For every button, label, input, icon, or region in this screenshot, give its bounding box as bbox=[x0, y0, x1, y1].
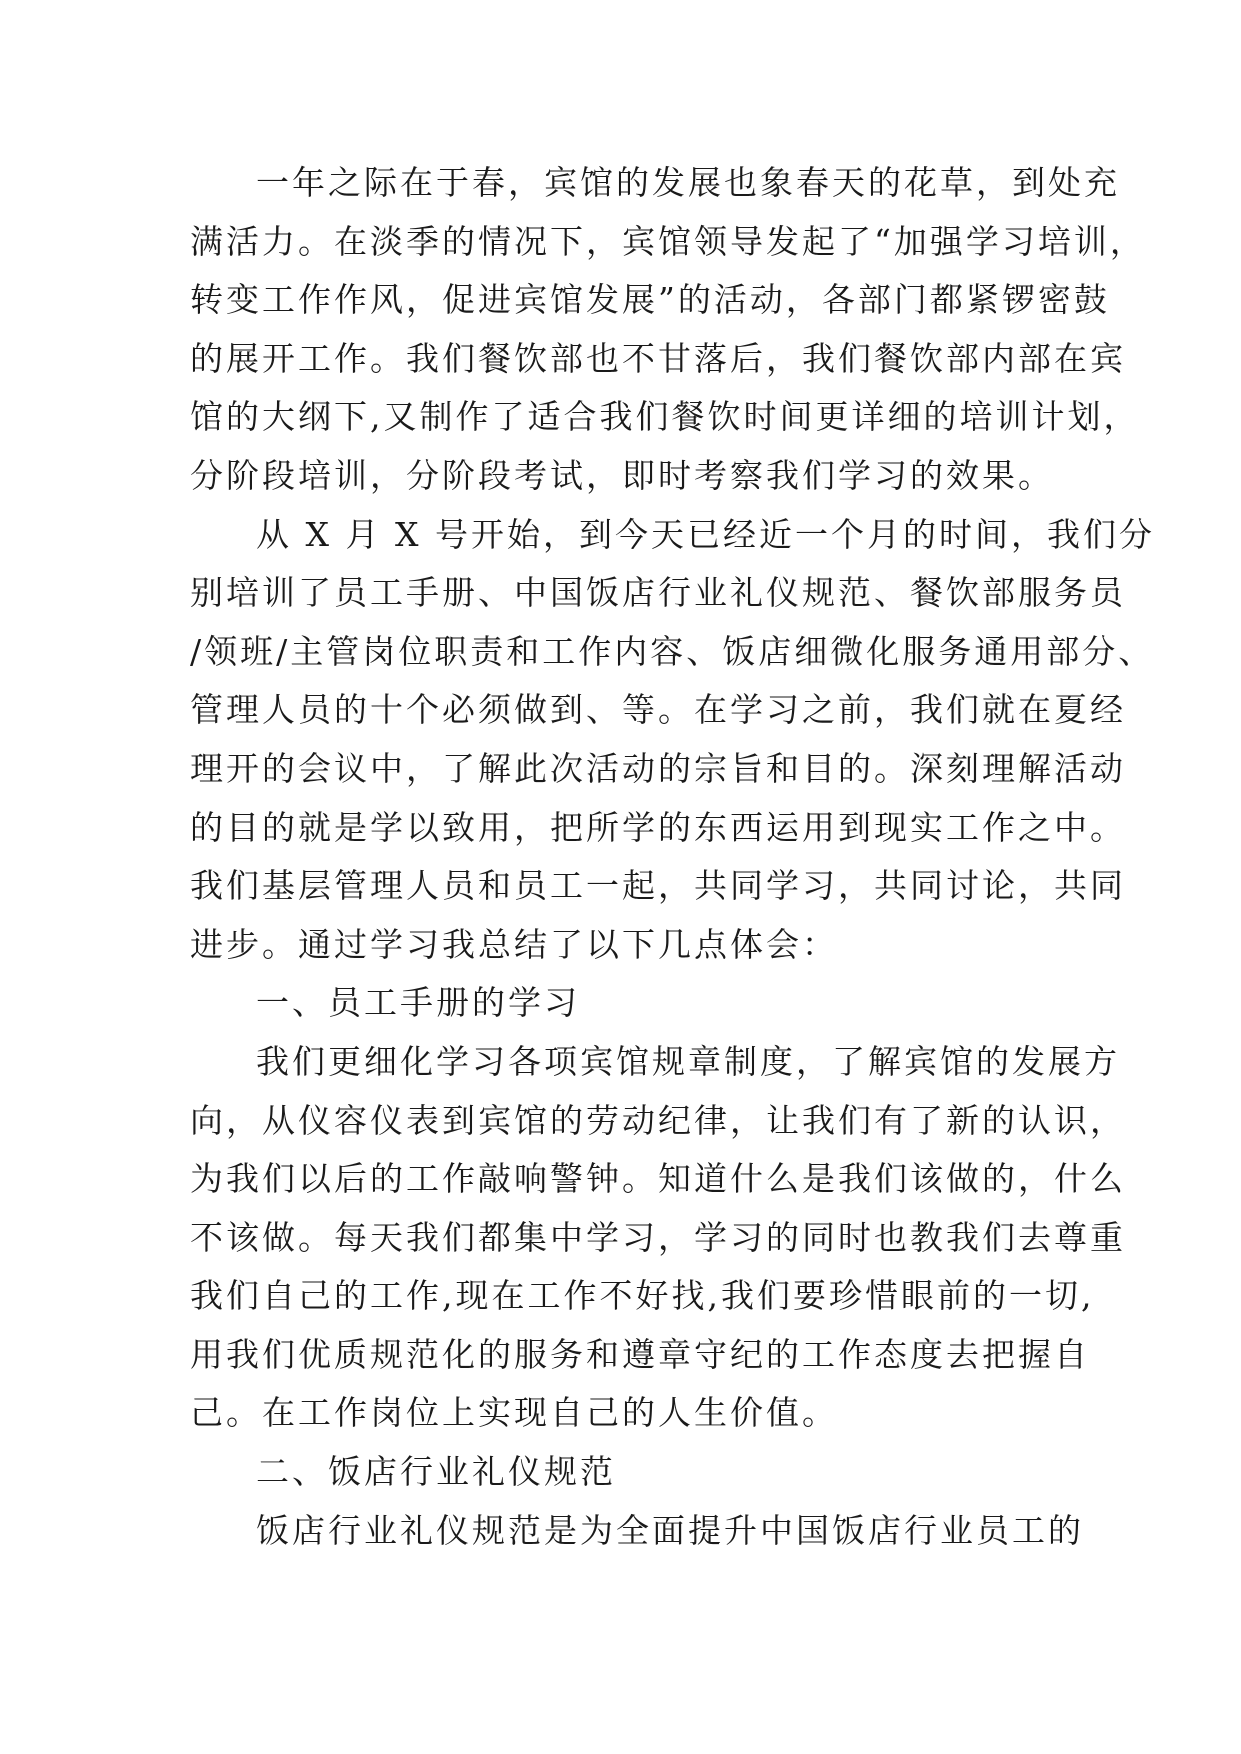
paragraph-1-line-2: 满活力。在淡季的情况下，宾馆领导发起了“加强学习培训， bbox=[190, 221, 1146, 261]
section-heading-1: 一、员工手册的学习 bbox=[256, 983, 580, 1023]
paragraph-2-line-2: 别培训了员工手册、中国饭店行业礼仪规范、餐饮部服务员 bbox=[190, 573, 1126, 613]
paragraph-3-line-6: 用我们优质规范化的服务和遵章守纪的工作态度去把握自 bbox=[190, 1334, 1090, 1374]
paragraph-3-line-1: 我们更细化学习各项宾馆规章制度，了解宾馆的发展方 bbox=[256, 1041, 1120, 1081]
body-text bbox=[190, 154, 1155, 1560]
paragraph-1-line-4: 的展开工作。我们餐饮部也不甘落后，我们餐饮部内部在宾 bbox=[190, 338, 1126, 378]
paragraph-4-line-1: 饭店行业礼仪规范是为全面提升中国饭店行业员工的 bbox=[256, 1510, 1084, 1550]
paragraph-2-line-7: 我们基层管理人员和员工一起，共同学习，共同讨论，共同 bbox=[190, 866, 1126, 906]
paragraph-3-line-4: 不该做。每天我们都集中学习，学习的同时也教我们去尊重 bbox=[190, 1217, 1126, 1257]
paragraph-1-line-6: 分阶段培训，分阶段考试，即时考察我们学习的效果。 bbox=[190, 455, 1054, 495]
paragraph-1-line-5: 馆的大纲下,又制作了适合我们餐饮时间更详细的培训计划， bbox=[190, 397, 1140, 437]
paragraph-2-line-6: 的目的就是学以致用，把所学的东西运用到现实工作之中。 bbox=[190, 807, 1126, 847]
paragraph-2-line-4: 管理人员的十个必须做到、等。在学习之前，我们就在夏经 bbox=[190, 690, 1126, 730]
paragraph-3-line-5: 我们自己的工作,现在工作不好找,我们要珍惜眼前的一切, bbox=[190, 1276, 1095, 1316]
paragraph-2-line-5: 理开的会议中，了解此次活动的宗旨和目的。深刻理解活动 bbox=[190, 748, 1126, 788]
paragraph-2-line-8: 进步。通过学习我总结了以下几点体会： bbox=[190, 924, 838, 964]
paragraph-2-line-1: 从 X 月 X 号开始，到今天已经近一个月的时间，我们分 bbox=[256, 514, 1155, 554]
paragraph-3-line-3: 为我们以后的工作敲响警钟。知道什么是我们该做的，什么 bbox=[190, 1159, 1126, 1199]
paragraph-2-line-3: /领班/主管岗位职责和工作内容、饭店细微化服务通用部分、 bbox=[190, 631, 1155, 671]
paragraph-1-line-1: 一年之际在于春，宾馆的发展也象春天的花草，到处充 bbox=[256, 163, 1120, 202]
paragraph-3-line-7: 己。在工作岗位上实现自己的人生价值。 bbox=[190, 1393, 838, 1433]
paragraph-3-line-2: 向，从仪容仪表到宾馆的劳动纪律，让我们有了新的认识， bbox=[190, 1100, 1126, 1140]
section-heading-2: 二、饭店行业礼仪规范 bbox=[256, 1452, 616, 1492]
paragraph-1-line-3: 转变工作作风，促进宾馆发展”的活动，各部门都紧锣密鼓 bbox=[190, 280, 1110, 320]
